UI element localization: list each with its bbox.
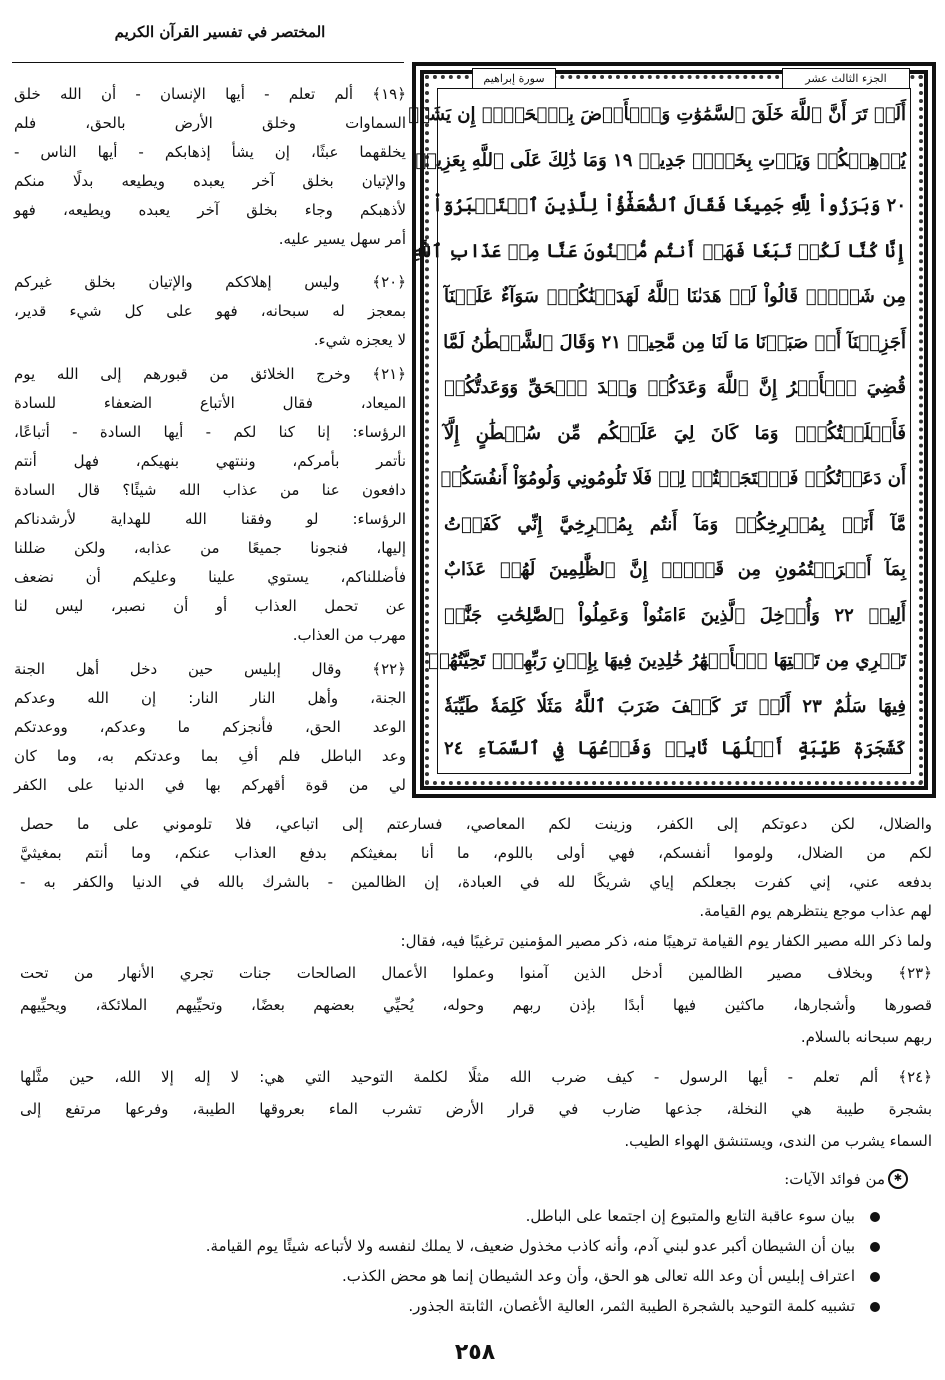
bullet-icon: [870, 1302, 880, 1312]
commentary-line: مهرب من العذاب.: [292, 626, 406, 644]
commentary-line: ﴿٢٤﴾ ألم تعلم - أيها الرسول - كيف ضرب الله مثلًا لكلمة التوحيد التي هي: لا إله إلا الله، حين مثَّلها: [20, 1068, 932, 1086]
quran-line: ٢٠ وَبَرَزُواْ لِلَّهِ جَمِيعٗا فَقَالَ ٱلضُّعَفَٰٓؤُاْ لِلَّذِينَ ٱسۡتَكۡبَرُوٓاْ: [432, 195, 906, 216]
commentary-line: فأضللناكم، يستوي علينا وعليكم أن نضعف: [14, 568, 406, 586]
commentary-line: ولما ذكر الله مصير الكفار يوم القيامة ترهيبًا منه، ذكر مصير المؤمنين ترغيبًا فيه، فقال:: [400, 932, 932, 950]
quran-line: مَّآ أَنَا۠ بِمُصۡرِخِكُمۡ وَمَآ أَنتُم بِمُصۡرِخِيَّ إِنِّي كَفَرۡتُ: [444, 514, 906, 535]
commentary-line: الرؤساء: لو وفقنا الله للهداية لأرشدناكم: [14, 510, 406, 528]
commentary-line: نأتمر بأمركم، وننتهي بنهيكم، فهل أنتم: [14, 452, 406, 470]
commentary-line: بشجرة طيبة هي النخلة، جذعها ضارب في قرار الأرض تشرب الماء بعروقها الطيبة، وفرعها مرتفع إلى: [20, 1100, 932, 1118]
page-number: ٢٥٨: [454, 1340, 496, 1365]
quran-text-panel: [408, 88, 911, 774]
quran-line: فَأَخۡلَفۡتُكُمۡۖ وَمَا كَانَ لِيَ عَلَيۡكُم مِّن سُلۡطَٰنٍ إِلَّآ: [444, 423, 906, 444]
commentary-line: ﴿١٩﴾ ألم تعلم - أيها الإنسان - أن الله خلق: [14, 85, 406, 103]
commentary-line: وعد الباطل فلم أفِ بما وعدتكم به، وما كان: [14, 747, 406, 765]
commentary-line: السماء يشرب من الندى، ويستنشق الهواء الطيب.: [624, 1132, 932, 1150]
commentary-line: الميعاد، فقال الأتباع الضعفاء للسادة: [14, 394, 406, 412]
quran-line: أَلِيمٞ ٢٢ وَأُدۡخِلَ ٱلَّذِينَ ءَامَنُواْ وَعَمِلُواْ ٱلصَّٰلِحَٰتِ جَنَّٰتٖ: [444, 605, 906, 626]
lessons-ornament-icon: ✱: [888, 1169, 908, 1189]
commentary-line: لي من قوة أقهركم بها في الدنيا على الكفر: [14, 776, 406, 794]
commentary-line: أمر سهل يسير عليه.: [278, 230, 406, 248]
lesson-item: بيان سوء عاقبة التابع والمتبوع إن اجتمعا على الباطل.: [525, 1207, 855, 1225]
bullet-icon: [870, 1242, 880, 1252]
commentary-line: ﴿٢٣﴾ وبخلاف مصير الظالمين أدخل الذين آمنوا وعملوا الأعمال الصالحات جنات تجري الأنهار من تحت: [20, 964, 932, 982]
juz-label: الجزء الثالث عشر: [782, 68, 910, 90]
commentary-line: والإتيان بخلق آخر يعبده ويطيعه بدلًا منكم: [14, 172, 406, 190]
quran-line: إِنَّا كُنَّا لَكُمۡ تَبَعٗا فَهَلۡ أَنتُم مُّغۡنُونَ عَنَّا مِنۡ عَذَابِ ٱللَّهِ: [410, 241, 906, 262]
commentary-line: يخلقهما عبثًا، إن يشأ إذهابكم - أيها الناس -: [14, 143, 406, 161]
commentary-line: قصورها وأشجارها، ماكثين فيها أبدًا بإذن ربهم وحوله، يُحيِّي بعضهم بعضًا، وتحيِّيهم الملائكة، ويحيِّيهم: [20, 996, 932, 1014]
quran-line: قُضِيَ ٱلۡأَمۡرُ إِنَّ ٱللَّهَ وَعَدَكُمۡ وَعۡدَ ٱلۡحَقِّ وَوَعَدتُّكُمۡ: [444, 377, 906, 398]
quran-line: يُذۡهِبۡكُمۡ وَيَأۡتِ بِخَلۡقٖ جَدِيدٖ ١٩ وَمَا ذَٰلِكَ عَلَى ٱللَّهِ بِعَزِيزٖ: [415, 150, 906, 171]
commentary-line: بمعجز له سبحانه، فهو على كل شيء قدير،: [14, 302, 406, 320]
commentary-line: السماوات وخلق الأرض بالحق، فلم: [14, 114, 406, 132]
commentary-line: الرؤساء: إنا كنا لكم - أيها السادة - أتباعًا،: [14, 423, 406, 441]
quran-line: تَجۡرِي مِن تَحۡتِهَا ٱلۡأَنۡهَٰرُ خَٰلِدِينَ فِيهَا بِإِذۡنِ رَبِّهِمۡۖ تَحِيَّتُهُمۡ: [428, 650, 906, 671]
commentary-line: عن تحمل العذاب أو أن نصبر، ليس لنا: [14, 597, 406, 615]
lesson-item: بيان أن الشيطان أكبر عدو لبني آدم، وأنه كاذب مخذول ضعيف، لا يملك لنفسه ولا لأتباعه شيئًا يوم القيامة.: [205, 1237, 855, 1255]
lessons-title: من فوائد الآيات:: [784, 1170, 885, 1188]
lesson-item: تشبيه كلمة التوحيد بالشجرة الطيبة الثمر، العالية الأغصان، الثابتة الجذور.: [408, 1297, 855, 1315]
book-title: المختصر في تفسير القرآن الكريم: [114, 23, 326, 41]
commentary-line: دافعون عنا من عذاب الله شيئًا؟ قال السادة: [14, 481, 406, 499]
commentary-line: لأذهبكم وجاء بخلق آخر يعبده ويطيعه، فهو: [14, 201, 406, 219]
quran-line: أَلَمۡ تَرَ أَنَّ ٱللَّهَ خَلَقَ ٱلسَّمَٰوَٰتِ وَٱلۡأَرۡضَ بِٱلۡحَقِّۚ إِن يَشَأۡ: [408, 104, 906, 125]
commentary-line: ربهم سبحانه بالسلام.: [800, 1028, 932, 1046]
quran-line: كَشَجَرَةٖ طَيِّبَةٍ أَصۡلُهَا ثَابِتٞ وَفَرۡعُهَا فِي ٱلسَّمَآءِ ٢٤: [444, 738, 906, 759]
commentary-line: الوعد الحق، فأنجزكم ما وعدكم، ووعدتكم: [14, 718, 406, 736]
quran-line: فِيهَا سَلَٰمٌ ٢٣ أَلَمۡ تَرَ كَيۡفَ ضَرَبَ ٱللَّهُ مَثَلٗا كَلِمَةٗ طَيِّبَةٗ: [444, 696, 906, 717]
header-rule: [12, 62, 404, 63]
commentary-line: ﴿٢٢﴾ وقال إبليس حين دخل أهل الجنة: [14, 660, 406, 678]
surah-label: سورة إبراهيم: [472, 68, 556, 90]
quran-line: مِن شَيۡءٖۚ قَالُواْ لَوۡ هَدَىٰنَا ٱللَّهُ لَهَدَيۡنَٰكُمۡۖ سَوَآءٌ عَلَيۡنَآ: [444, 286, 906, 307]
lesson-item: اعتراف إبليس أن وعد الله تعالى هو الحق، وأن وعد الشيطان إنما هو محض الكذب.: [342, 1267, 855, 1285]
commentary-line: لهم عذاب موجع ينتظرهم يوم القيامة.: [699, 902, 932, 920]
commentary-line: لا يعجزه شيء.: [313, 331, 406, 349]
commentary-line: بدفعه عني، إني كفرت بجعلكم إياي شريكًا لله في العبادة، إن الظالمين - بالشرك بالله في الدنيا والكفر به -: [20, 873, 932, 891]
commentary-line: ﴿٢٠﴾ وليس إهلاككم والإتيان بخلق غيركم: [14, 273, 406, 291]
bullet-icon: [870, 1212, 880, 1222]
quran-line: أَجَزِعۡنَآ أَمۡ صَبَرۡنَا مَا لَنَا مِن مَّحِيصٖ ٢١ وَقَالَ ٱلشَّيۡطَٰنُ لَمَّا: [443, 332, 906, 353]
commentary-line: ﴿٢١﴾ وخرج الخلائق من قبورهم إلى الله يوم: [14, 365, 406, 383]
bullet-icon: [870, 1272, 880, 1282]
commentary-line: لكم من الضلال، ولوموا أنفسكم، فهي أولى باللوم، ما أنا بمغيثكم بدفع العذاب عنكم، وما أنتم بمغيثيَّ: [20, 844, 932, 862]
commentary-line: الجنة، وأهل النار النار: إن الله وعدكم: [14, 689, 406, 707]
commentary-line: إليها، فنجونا جميعًا من عذابه، ولكن ضللنا: [14, 539, 406, 557]
quran-line: بِمَآ أَشۡرَكۡتُمُونِ مِن قَبۡلُۗ إِنَّ ٱلظَّٰلِمِينَ لَهُمۡ عَذَابٌ: [444, 559, 906, 580]
commentary-line: والضلال، لكن دعوتكم إلى الكفر، وزينت لكم المعاصي، فسارعتم إلى اتباعي، فلا تلوموني على ما حصل: [20, 815, 932, 833]
quran-line: أَن دَعَوۡتُكُمۡ فَٱسۡتَجَبۡتُمۡ لِيۖ فَلَا تَلُومُونِي وَلُومُوٓاْ أَنفُسَكُمۖ: [440, 468, 906, 489]
